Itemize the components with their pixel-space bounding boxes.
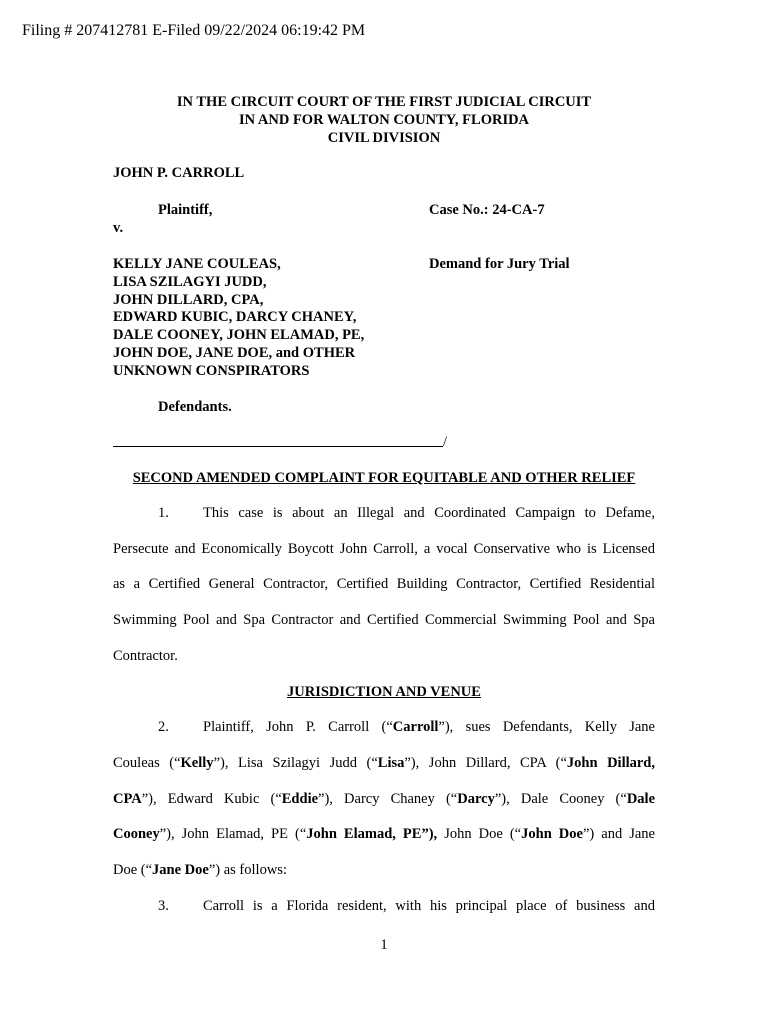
paragraph-1-line: This case is about an Illegal and Coordinated Campaign to Defame, bbox=[203, 505, 655, 521]
paragraph-1-line: as a Certified General Contractor, Certified Building Contractor, Certified Residential bbox=[113, 576, 655, 592]
paragraph-2-line: Doe (“Jane Doe”) as follows: bbox=[113, 862, 287, 878]
defendant-line: JOHN DOE, JANE DOE, and OTHER bbox=[113, 345, 356, 361]
caption-divider-line bbox=[113, 446, 443, 447]
versus: v. bbox=[113, 220, 124, 236]
paragraph-1-line: Contractor. bbox=[113, 648, 178, 664]
paragraph-2-line: CPA”), Edward Kubic (“Eddie”), Darcy Chaney (“Darcy”), Dale Cooney (“Dale bbox=[113, 791, 656, 807]
defendant-line: EDWARD KUBIC, DARCY CHANEY, bbox=[113, 309, 357, 325]
defendant-line: DALE COONEY, JOHN ELAMAD, PE, bbox=[113, 327, 365, 343]
filing-stamp: Filing # 207412781 E-Filed 09/22/2024 06:19:42 PM bbox=[22, 22, 366, 39]
paragraph-3-line: Carroll is a Florida resident, with his principal place of business and bbox=[203, 898, 655, 914]
court-heading-line-2: IN AND FOR WALTON COUNTY, FLORIDA bbox=[238, 112, 530, 128]
paragraph-2-line: Plaintiff, John P. Carroll (“Carroll”), sues Defendants, Kelly Jane bbox=[203, 719, 655, 735]
plaintiff-name: JOHN P. CARROLL bbox=[113, 165, 245, 181]
paragraph-1-line: Swimming Pool and Spa Contractor and Certified Commercial Swimming Pool and Spa bbox=[113, 612, 655, 628]
paragraph-2-line: Cooney”), John Elamad, PE (“John Elamad, PE”), John Doe (“John Doe”) and Jane bbox=[113, 826, 655, 842]
caption-divider-slash: / bbox=[443, 434, 448, 450]
jury-trial-demand: Demand for Jury Trial bbox=[429, 256, 570, 272]
case-number: Case No.: 24-CA-7 bbox=[429, 202, 545, 218]
document-title: SECOND AMENDED COMPLAINT FOR EQUITABLE AND OTHER RELIEF bbox=[132, 470, 636, 486]
plaintiff-label: Plaintiff, bbox=[158, 202, 213, 218]
section-heading: JURISDICTION AND VENUE bbox=[287, 684, 481, 700]
defendant-line: JOHN DILLARD, CPA, bbox=[113, 292, 264, 308]
court-heading-line-1: IN THE CIRCUIT COURT OF THE FIRST JUDICIAL CIRCUIT bbox=[176, 94, 592, 110]
paragraph-2-line: Couleas (“Kelly”), Lisa Szilagyi Judd (“Lisa”), John Dillard, CPA (“John Dillard, bbox=[113, 755, 655, 771]
paragraph-1-line: Persecute and Economically Boycott John Carroll, a vocal Conservative who is Licensed bbox=[113, 541, 655, 557]
paragraph-number: 1. bbox=[158, 505, 169, 521]
page-number: 1 bbox=[380, 937, 388, 953]
court-heading-line-3: CIVIL DIVISION bbox=[327, 130, 441, 146]
defendant-line: KELLY JANE COULEAS, bbox=[113, 256, 281, 272]
defendant-line: LISA SZILAGYI JUDD, bbox=[113, 274, 267, 290]
defendant-line: UNKNOWN CONSPIRATORS bbox=[113, 363, 310, 379]
defendants-label: Defendants. bbox=[158, 399, 232, 415]
paragraph-number: 2. bbox=[158, 719, 169, 735]
paragraph-number: 3. bbox=[158, 898, 169, 914]
